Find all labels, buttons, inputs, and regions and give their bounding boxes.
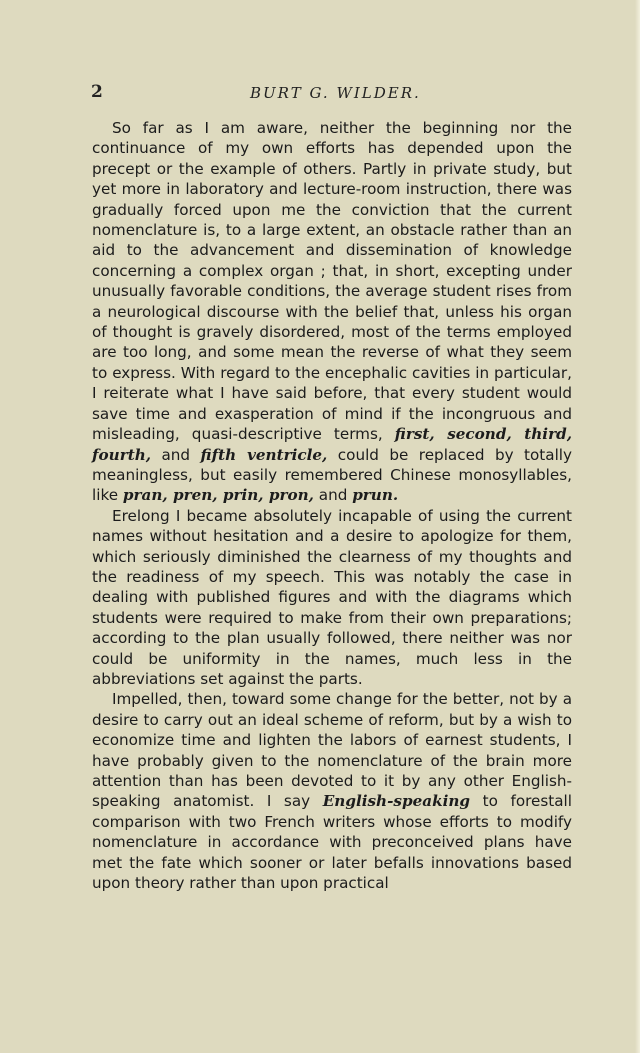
running-title: BURT G. WILDER. bbox=[250, 84, 421, 102]
italic-term: pran, pren, prin, pron, bbox=[122, 486, 314, 505]
text-segment: to forestall comparison with two French writers whose efforts to modify nomenclature in accordance with preconceived plans have met the fate which sooner or later befalls innovations based upon theory rather than upon practical bbox=[92, 792, 572, 893]
text-segment: So far as I am aware, neither the beginning nor the continuance of my own efforts has depended upon the precept or the example of others. Partly in private study, but yet more in laboratory and lecture-room instruction, there was gradually forced upon me the conviction that the current nomenclature is, to a large extent, an obstacle rather than an aid to the advancement and dissemination of knowledge concerning a complex organ ; that, in short, excepting under unusually favorable conditions, the average student rises from a neurological discourse with the belief that, unless his organ of thought is gravely disordered, most of the terms employed are too long, and some mean the reverse of what they seem to express. With regard to the encephalic cavities in particular, I reiterate what I have said before, that every student would save time and exasperation of mind if the incongruous and misleading, quasi-descriptive terms, bbox=[92, 119, 572, 444]
running-header bbox=[0, 82, 640, 106]
text-segment: and bbox=[151, 445, 201, 464]
paragraph bbox=[92, 689, 572, 893]
paragraph bbox=[92, 506, 572, 690]
text-segment: Impelled, then, toward some change for the better, not by a desire to carry out an ideal scheme of reform, but by a wish to economize time and lighten the labors of earnest students, I have probably given to the nomenclature of the brain more attention than has been devoted to it by any other English-speaking anatomist. I say bbox=[92, 690, 572, 811]
italic-term: English-speaking bbox=[322, 792, 471, 811]
text-segment: could be replaced by totally meaningless, but easily remembered Chinese monosyllables, like bbox=[92, 445, 572, 505]
italic-term: fifth ventricle, bbox=[200, 445, 328, 464]
italic-term: first, second, third, fourth, bbox=[92, 425, 572, 464]
text-segment: and bbox=[313, 486, 353, 505]
italic-term: prun. bbox=[352, 486, 399, 505]
body-text bbox=[92, 118, 572, 893]
paragraph bbox=[92, 118, 572, 506]
text-segment: Erelong I became absolutely incapable of using the current names without hesitation and a desire to apologize for them, which seriously diminished the clearness of my thoughts and the readiness of my speech. This was notably the case in dealing with published figures and with the diagrams which students were required to make from their own preparations; according to the plan usually followed, there neither was nor could be uniformity in the names, much less in the abbreviations set against the parts. bbox=[92, 506, 572, 688]
page-edge bbox=[635, 0, 640, 1053]
page-number: 2 bbox=[91, 82, 103, 102]
